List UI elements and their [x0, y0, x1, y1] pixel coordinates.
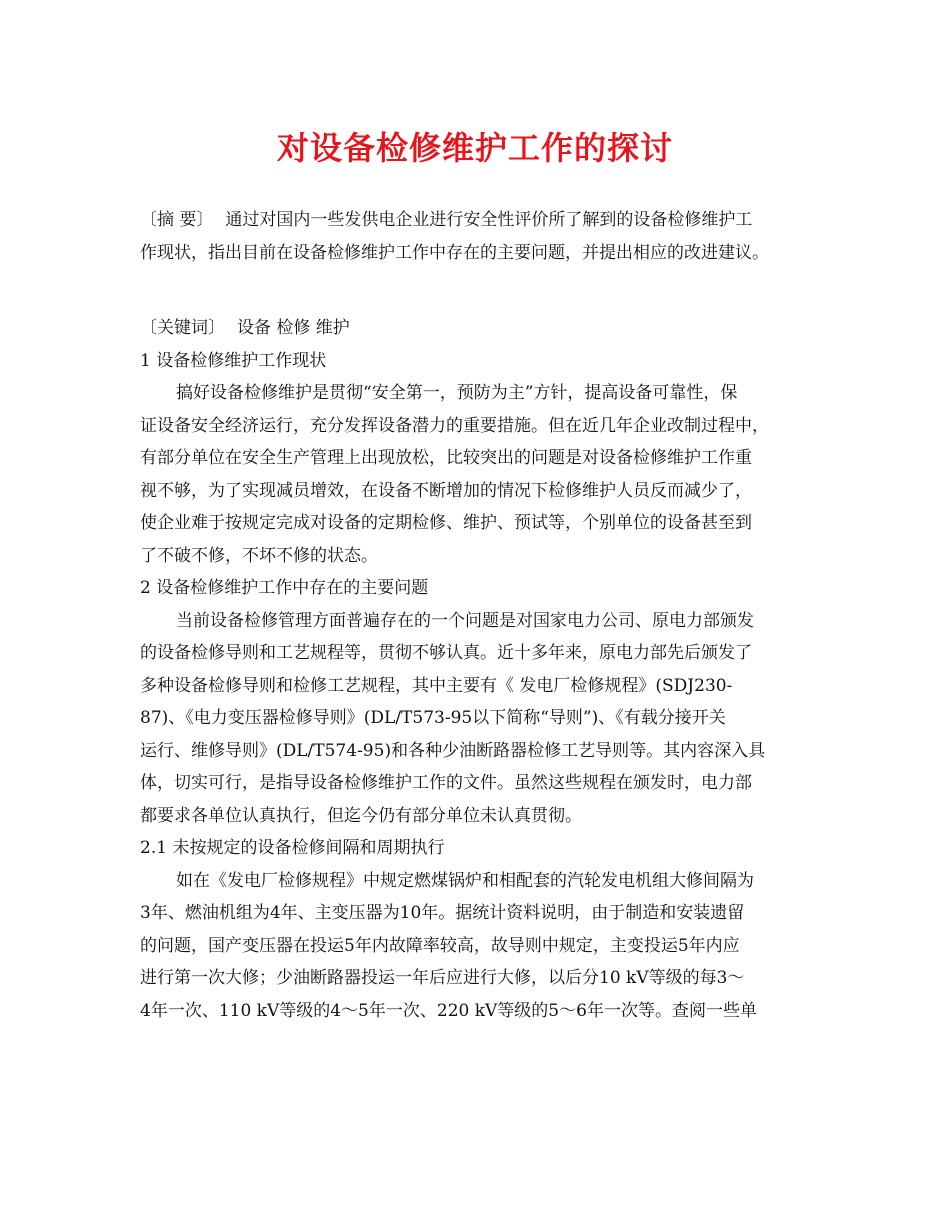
paragraph-line: 运行、维修导则》(DL/T574-95)和各种少油断路器检修工艺导则等。其内容深入具: [140, 740, 766, 761]
paragraph-line: 有部分单位在安全生产管理上出现放松，比较突出的问题是对设备检修维护工作重: [140, 448, 752, 468]
paragraph-line: 当前设备检修管理方面普遍存在的一个问题是对国家电力公司、原电力部颁发: [176, 610, 754, 631]
paragraph-line: 进行第一次大修；少油断路器投运一年后应进行大修，以后分10 kV等级的每3～: [140, 968, 745, 988]
paragraph-line: 体，切实可行，是指导设备检修维护工作的文件。虽然这些规程在颁发时，电力部: [140, 773, 752, 793]
paragraph-line: 都要求各单位认真执行，但迄今仍有部分单位未认真贯彻。: [140, 805, 582, 826]
keywords-label: 〔关键词〕: [140, 318, 225, 338]
paragraph-line: 3年、燃油机组为4年、主变压器为10年。据统计资料说明，由于制造和安装遗留: [140, 903, 745, 923]
paragraph-line: 证设备安全经济运行，充分发挥设备潜力的重要措施。但在近几年企业改制过程中，: [140, 415, 769, 436]
abstract: [140, 204, 830, 269]
abstract-line-2: 作现状，指出目前在设备检修维护工作中存在的主要问题，并提出相应的改进建议。: [140, 242, 769, 263]
keywords-text: 设备 检修 维护: [237, 318, 350, 338]
paragraph-line: 的设备检修导则和工艺规程等，贯彻不够认真。近十多年来，原电力部先后颁发了: [140, 643, 752, 663]
document-title: 对设备检修维护工作的探讨: [276, 129, 673, 167]
paragraph-line: 的问题，国产变压器在投运5年内故障率较高，故导则中规定，主变投运5年内应: [140, 935, 740, 956]
section-2-heading: 2 设备检修维护工作中存在的主要问题: [140, 578, 429, 598]
keywords: [140, 312, 830, 345]
paragraph-line: 使企业难于按规定完成对设备的定期检修、维护、预试等，个别单位的设备甚至到: [140, 513, 752, 533]
document-body: [140, 312, 830, 1027]
paragraph-line: 了不破不修，不坏不修的状态。: [140, 545, 378, 566]
section-1-heading: 1 设备检修维护工作现状: [140, 350, 327, 371]
paragraph-line: 多种设备检修导则和检修工艺规程，其中主要有《 发电厂检修规程》(SDJ230-: [140, 675, 733, 696]
paragraph-line: 视不够，为了实现减员增效，在设备不断增加的情况下检修维护人员反而减少了，: [140, 480, 752, 501]
paragraph-line: 搞好设备检修维护是贯彻“安全第一，预防为主”方针，提高设备可靠性，保: [176, 383, 738, 403]
paragraph-line: 如在《发电厂检修规程》中规定燃煤锅炉和相配套的汽轮发电机组大修间隔为: [176, 870, 754, 891]
section-2-1-heading: 2.1 未按规定的设备检修间隔和周期执行: [140, 838, 445, 858]
abstract-line-1: 〔摘 要〕 通过对国内一些发供电企业进行安全性评价所了解到的设备检修维护工: [140, 210, 753, 230]
paragraph-line: 87)、《电力变压器检修导则》(DL/T573-95以下简称“导则”)、《有载分接开关: [140, 708, 726, 728]
abstract-label: 〔摘 要〕: [140, 210, 214, 230]
paragraph-line: 4年一次、110 kV等级的4～5年一次、220 kV等级的5～6年一次等。查阅一些单: [140, 1000, 757, 1021]
